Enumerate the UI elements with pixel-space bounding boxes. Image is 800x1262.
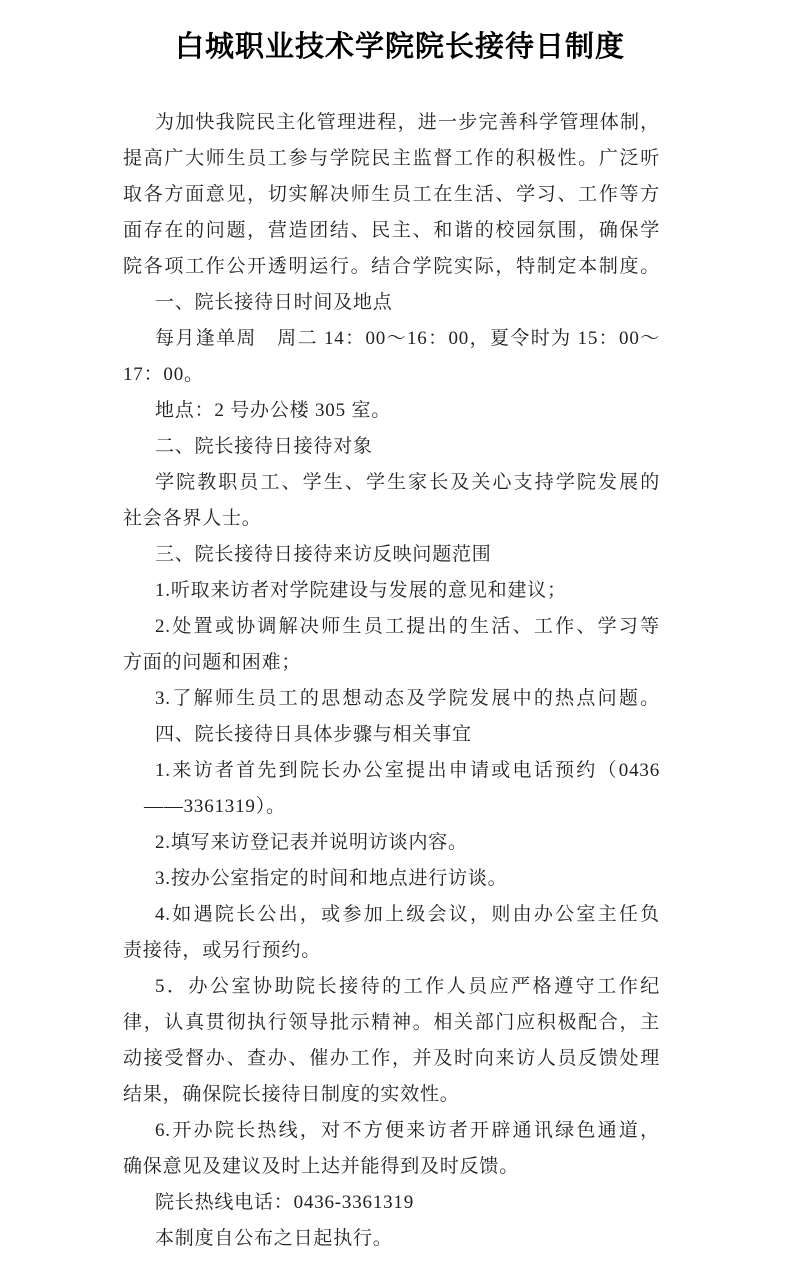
document-heading: 二、院长接待日接待对象 — [155, 436, 373, 457]
document-line: 3.了解师生员工的思想动态及学院发展中的热点问题。 — [155, 688, 660, 709]
document-line: 结果，确保院长接待日制度的实效性。 — [123, 1084, 460, 1105]
document-heading: 三、院长接待日接待来访反映问题范围 — [155, 544, 492, 565]
document-line: ——3361319）。 — [144, 796, 286, 817]
document-line: 17：00。 — [123, 364, 204, 385]
document-line: 6.开办院长热线，对不方便来访者开辟通讯绿色通道， — [155, 1120, 660, 1141]
document-line: 1.听取来访者对学院建设与发展的意见和建议； — [155, 580, 567, 601]
document-line: 每月逢单周 周二 14：00～16：00，夏令时为 15：00～ — [155, 328, 660, 349]
document-line: 院各项工作公开透明运行。结合学院实际，特制定本制度。 — [123, 256, 660, 277]
document-line: 地点：2 号办公楼 305 室。 — [155, 400, 392, 421]
document-line: 5．办公室协助院长接待的工作人员应严格遵守工作纪 — [155, 976, 660, 997]
document-line: 2.处置或协调解决师生员工提出的生活、工作、学习等 — [155, 616, 660, 637]
document-line: 4.如遇院长公出，或参加上级会议，则由办公室主任负 — [155, 904, 660, 925]
document-heading: 一、院长接待日时间及地点 — [155, 292, 393, 313]
document-line: 院长热线电话：0436-3361319 — [155, 1192, 415, 1213]
document-line: 2.填写来访登记表并说明访谈内容。 — [155, 832, 468, 853]
document-line: 3.按办公室指定的时间和地点进行访谈。 — [155, 868, 508, 889]
document-line: 社会各界人士。 — [123, 508, 262, 529]
document-line: 学院教职员工、学生、学生家长及关心支持学院发展的 — [155, 472, 660, 493]
document-line: 面存在的问题，营造团结、民主、和谐的校园氛围，确保学 — [123, 220, 660, 241]
document-line: 为加快我院民主化管理进程，进一步完善科学管理体制， — [155, 112, 660, 133]
document-line: 1.来访者首先到院长办公室提出申请或电话预约（0436 — [155, 760, 660, 781]
document-body — [0, 105, 800, 1257]
document-line: 确保意见及建议及时上达并能得到及时反馈。 — [123, 1156, 520, 1177]
document-line: 责接待，或另行预约。 — [123, 940, 322, 961]
document-line: 提高广大师生员工参与学院民主监督工作的积极性。广泛听 — [123, 148, 660, 169]
document-line: 取各方面意见，切实解决师生员工在生活、学习、工作等方 — [123, 184, 660, 205]
document-line: 律，认真贯彻执行领导批示精神。相关部门应积极配合，主 — [123, 1012, 660, 1033]
document-line: 本制度自公布之日起执行。 — [155, 1228, 393, 1249]
document-line: 动接受督办、查办、催办工作，并及时向来访人员反馈处理 — [123, 1048, 660, 1069]
document-title: 白城职业技术学院院长接待日制度 — [174, 31, 625, 63]
document-heading: 四、院长接待日具体步骤与相关事宜 — [155, 724, 472, 745]
document-line: 方面的问题和困难； — [123, 652, 302, 673]
